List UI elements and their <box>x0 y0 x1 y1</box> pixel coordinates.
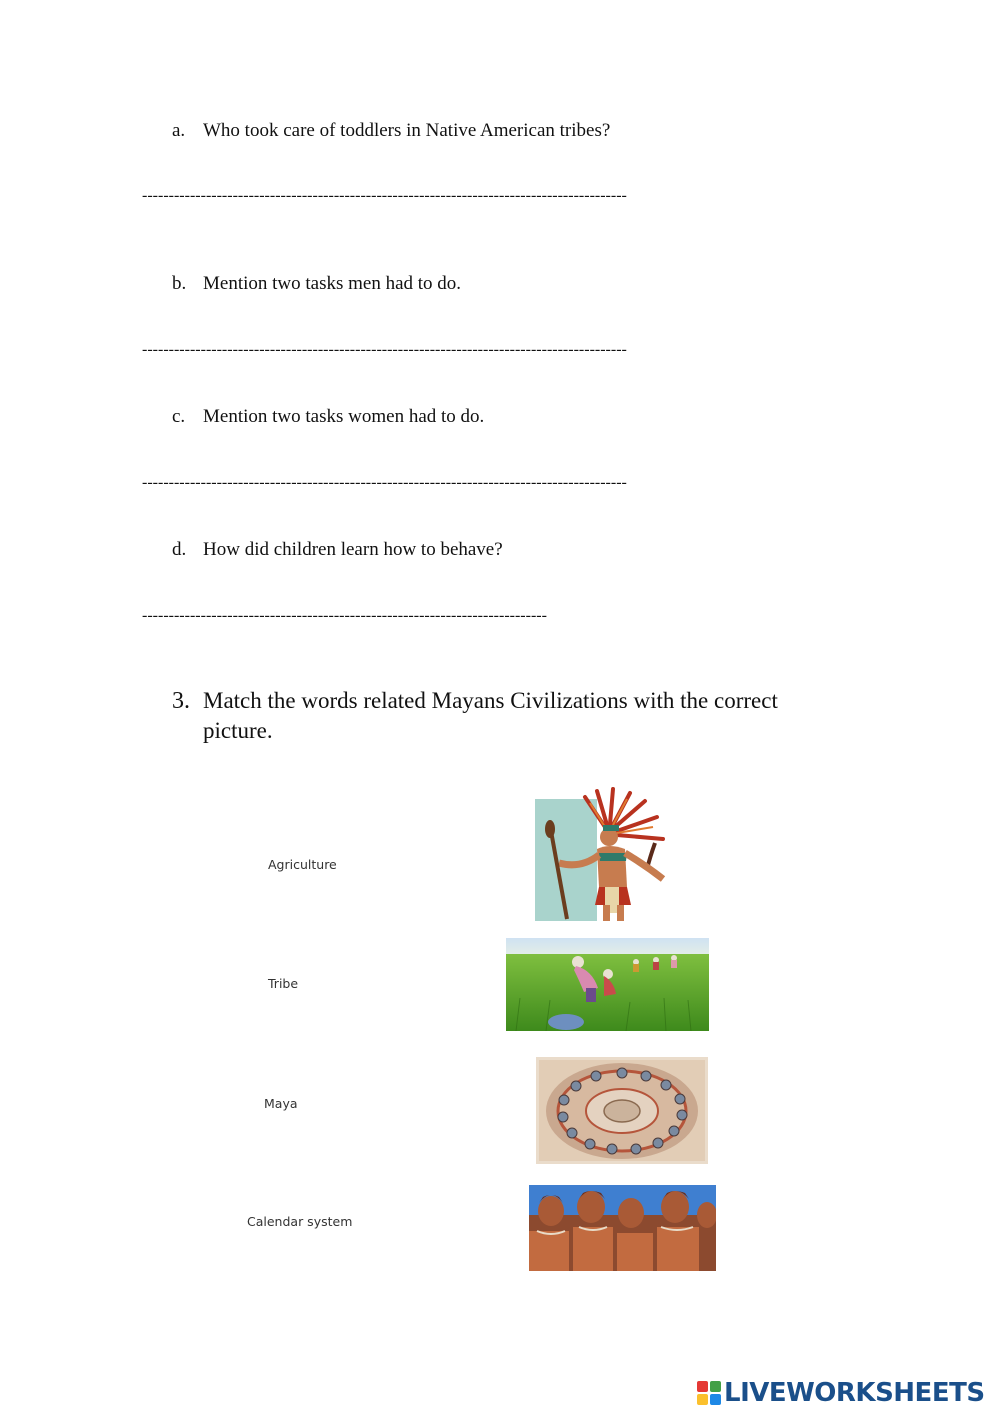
question-d <box>172 538 503 562</box>
match-word-tribe[interactable]: Tribe <box>268 976 299 991</box>
question-letter: b. <box>172 273 187 294</box>
match-word-agriculture[interactable]: Agriculture <box>268 857 337 872</box>
mayan-warrior-illustration <box>535 787 673 921</box>
question-b <box>172 272 461 296</box>
tribal-people-picture[interactable] <box>529 1185 716 1271</box>
section-instructions: Match the words related Mayans Civilizations with the correct picture. <box>203 688 778 743</box>
calendar-stone-illustration <box>536 1057 708 1164</box>
question-text: Mention two tasks women had to do. <box>203 406 485 427</box>
section-number: 3. <box>172 688 190 714</box>
answer-line-d[interactable]: ---------------------------------------------------------------------------- <box>142 607 547 624</box>
question-letter: d. <box>172 539 187 560</box>
tribal-people-illustration <box>529 1185 716 1271</box>
question-letter: c. <box>172 406 186 427</box>
question-text: Mention two tasks men had to do. <box>203 273 462 294</box>
answer-line-c[interactable]: ------------------------------------------------------------------------------------------- <box>142 474 627 491</box>
mayan-warrior-picture[interactable] <box>535 787 673 921</box>
match-word-maya[interactable]: Maya <box>264 1096 298 1111</box>
section-3-heading <box>172 686 832 746</box>
mayan-calendar-stone-picture[interactable] <box>536 1057 708 1164</box>
rice-field-illustration <box>506 938 709 1031</box>
question-c <box>172 405 484 429</box>
answer-line-a[interactable]: ------------------------------------------------------------------------------------------- <box>142 187 627 204</box>
brand-name: LIVEWORKSHEETS <box>724 1378 985 1408</box>
question-text: How did children learn how to behave? <box>203 539 503 560</box>
answer-line-b[interactable]: ------------------------------------------------------------------------------------------- <box>142 341 627 358</box>
question-letter: a. <box>172 120 186 141</box>
liveworksheets-brand <box>697 1378 985 1408</box>
question-a <box>172 119 610 143</box>
question-text: Who took care of toddlers in Native American tribes? <box>203 120 611 141</box>
match-word-calendar-system[interactable]: Calendar system <box>247 1214 353 1229</box>
rice-field-farmers-picture[interactable] <box>506 938 709 1031</box>
liveworksheets-logo-icon <box>697 1381 721 1405</box>
